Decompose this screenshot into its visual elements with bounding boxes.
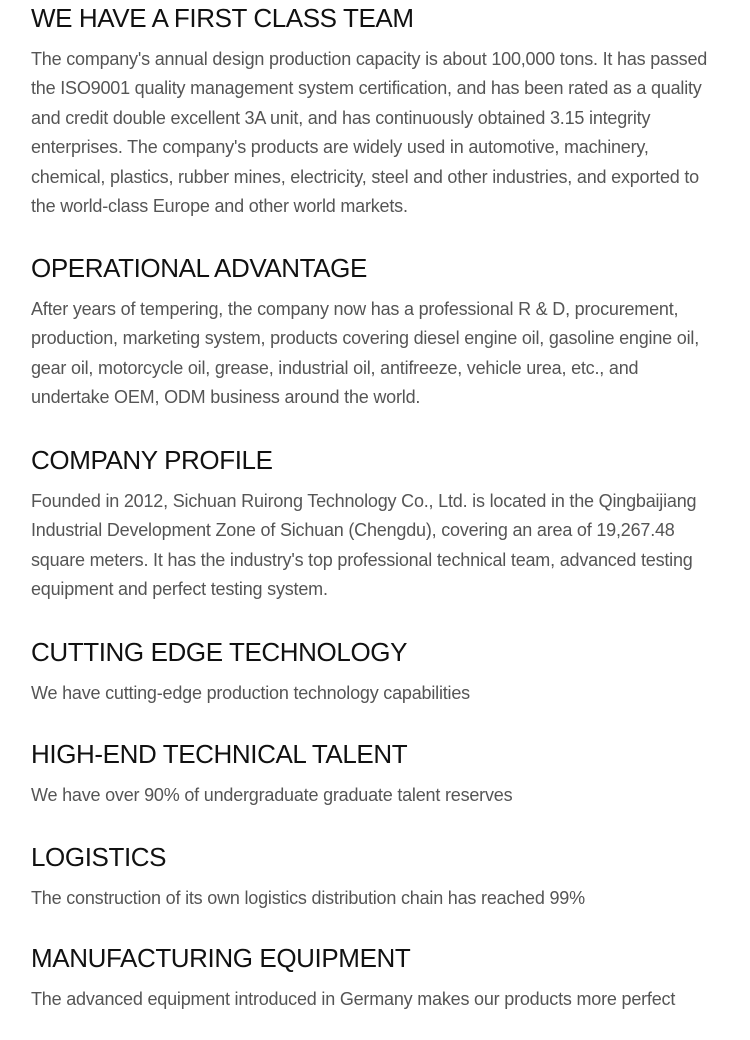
section-body: The construction of its own logistics distribution chain has reached 99% [31, 888, 585, 908]
section-technical-talent [31, 738, 721, 810]
section-body: The advanced equipment introduced in Germany makes our products more perfect [31, 989, 676, 1009]
section-heading: OPERATIONAL ADVANTAGE [31, 253, 367, 283]
section-manufacturing-equipment [31, 942, 721, 1014]
section-heading: HIGH-END TECHNICAL TALENT [31, 739, 408, 769]
section-body: We have cutting-edge production technology capabilities [31, 683, 470, 703]
section-heading: COMPANY PROFILE [31, 445, 273, 475]
section-cutting-edge-technology [31, 636, 721, 708]
section-heading: LOGISTICS [31, 842, 167, 872]
section-body: The company's annual design production capacity is about 100,000 tons. It has passed the ISO9001 quality management system certification, and has been rated as a quality and credit double excellent 3A unit, and has continuously obtained 3.15 integrity enterprises. The company's products are widely used in automotive, machinery, chemical, plastics, rubber mines, electricity, steel and other industries, and exported to the world-class Europe and other world markets. [31, 49, 708, 217]
section-company-profile [31, 444, 721, 605]
section-operational-advantage [31, 252, 721, 413]
section-heading: CUTTING EDGE TECHNOLOGY [31, 637, 408, 667]
section-heading: MANUFACTURING EQUIPMENT [31, 943, 411, 973]
section-first-class-team [31, 2, 721, 221]
section-body: We have over 90% of undergraduate graduate talent reserves [31, 785, 513, 805]
section-body: After years of tempering, the company now has a professional R & D, procurement, production, marketing system, products covering diesel engine oil, gasoline engine oil, gear oil, motorcycle oil, grease, industrial oil, antifreeze, vehicle urea, etc., and undertake OEM, ODM business around the world. [31, 299, 699, 408]
section-logistics [31, 841, 721, 913]
section-heading: WE HAVE A FIRST CLASS TEAM [31, 3, 414, 33]
section-body: Founded in 2012, Sichuan Ruirong Technology Co., Ltd. is located in the Qingbaijiang Industrial Development Zone of Sichuan (Chengdu), covering an area of 19,267.48 square meters. It has the industry's top professional technical team, advanced testing equipment and perfect testing system. [31, 491, 697, 600]
